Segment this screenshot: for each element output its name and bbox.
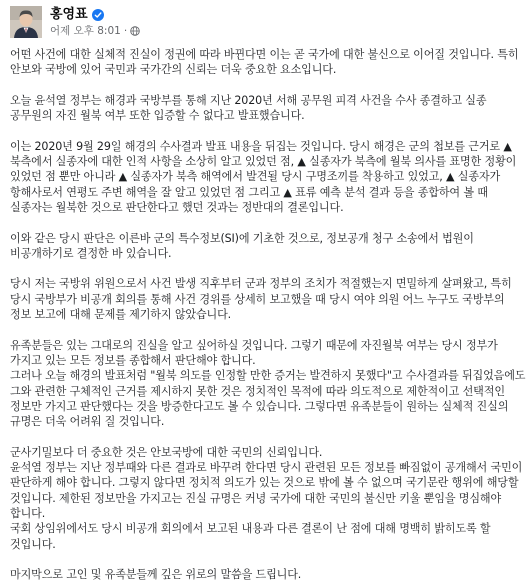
- post-paragraph: 이는 2020년 9월 29일 해경의 수사결과 발표 내용을 뒤집는 것입니다. 당시 해경은 군의 첩보를 근거로 ▲ 북측에서 실종자에 대한 인적 사항을 소상히 알고 있었던 점, ▲ 실종자가 북측에 월북 의사를 표명한 정황이 있었던 점 뿐만 아니라 ▲ 실종자가 북측 해역에서 발견될 당시 구명조끼를 착용하고 있었고, ▲ 실종자가 항해사로서 연평도 주변 해역을 잘 알고 있었던 점 그리고 ▲ 표류 예측 분석 결과 등을 종합하여 볼 때 실종자는 월북한 것으로 판단한다고 했던 것과는 정반대의 결론입니다.: [10, 139, 517, 214]
- author-avatar[interactable]: [10, 6, 42, 38]
- post-paragraph: 군사기밀보다 더 중요한 것은 안보국방에 대한 국민의 신뢰입니다.: [10, 445, 323, 459]
- post-paragraph: 윤석열 정부는 지난 정부때와 다른 결과로 바꾸려 한다면 당시 관련된 모든 정보를 빠짐없이 공개해서 국민이 판단하게 해야 합니다. 그렇지 않다면 정치적 의도가 있는 것으로 밖에 볼 수 없으며 국기문란 행위에 해당할 것입니다. 제한된 정보만을 가지고는 진실 규명은 커녕 국가에 대한 국민의 불신만 키울 뿐임을 명심해야 합니다.: [10, 461, 523, 520]
- author-name[interactable]: 홍영표: [50, 6, 88, 22]
- post-paragraph: 당시 저는 국방위 위원으로서 사건 발생 직후부터 군과 정부의 조치가 적절했는지 면밀하게 살펴왔고, 특히 당시 국방부가 비공개 회의를 통해 사건 경위를 상세히 보고했을 때 당시 여야 의원 어느 누구도 국방부의 정보 보고에 대해 문제를 제기하지 않았습니다.: [10, 277, 512, 322]
- post-paragraph: 마지막으로 고인 및 유족분들께 깊은 위로의 말씀을 드립니다.: [10, 568, 302, 582]
- post-body: [10, 47, 526, 582]
- post-paragraph: 어떤 사건에 대한 실체적 진실이 정권에 따라 바뀐다면 이는 곧 국가에 대한 불신으로 이어질 것입니다. 특히 안보와 국방에 있어 국민과 국가간의 신뢰는 더욱 중요한 요소입니다.: [10, 48, 519, 77]
- post-paragraph: 국회 상임위에서도 당시 비공개 회의에서 보고된 내용과 다른 결론이 난 점에 대해 명백히 밝히도록 할 것입니다.: [10, 522, 491, 551]
- post-paragraph: 그러나 오늘 해경의 발표처럼 "월북 의도를 인정할 만한 증거는 발견하지 못했다"고 수사결과를 뒤집었음에도 그와 관련한 구체적인 근거를 제시하지 못한 것은 정치적인 목적에 따라 의도적으로 제한적이고 선택적인 정보만 가지고 판단했다는 것을 방증한다고도 볼 수 있습니다. 그렇다면 유족분들이 원하는 실체적 진실의 규명은 더욱 어려워 질 것입니다.: [10, 369, 526, 429]
- avatar-photo: [10, 6, 42, 38]
- author-row: [50, 7, 140, 23]
- post-meta: [50, 7, 140, 38]
- verified-badge-icon: [92, 9, 104, 21]
- post-paragraph: 오늘 윤석열 정부는 해경과 국방부를 통해 지난 2020년 서해 공무원 피격 사건을 수사 종결하고 실종 공무원의 자진 월북 여부 또한 입증할 수 없다고 발표했습니다.: [10, 93, 487, 123]
- post-subline: [50, 24, 140, 38]
- post-header: [10, 4, 523, 40]
- globe-icon[interactable]: [130, 26, 140, 36]
- post-timestamp[interactable]: 어제 오후 8:01: [50, 24, 121, 37]
- meta-separator: ·: [123, 24, 128, 37]
- post-paragraph: 이와 같은 당시 판단은 이른바 군의 특수정보(SI)에 기초한 것으로, 정보공개 청구 소송에서 법원이 비공개하기로 결정한 바 있습니다.: [10, 231, 474, 260]
- post-paragraph: 유족분들은 있는 그대로의 진실을 알고 싶어하실 것입니다. 그렇기 때문에 자진월북 여부는 당시 정부가 가지고 있는 모든 정보를 종합해서 판단해야 합니다.: [10, 338, 498, 367]
